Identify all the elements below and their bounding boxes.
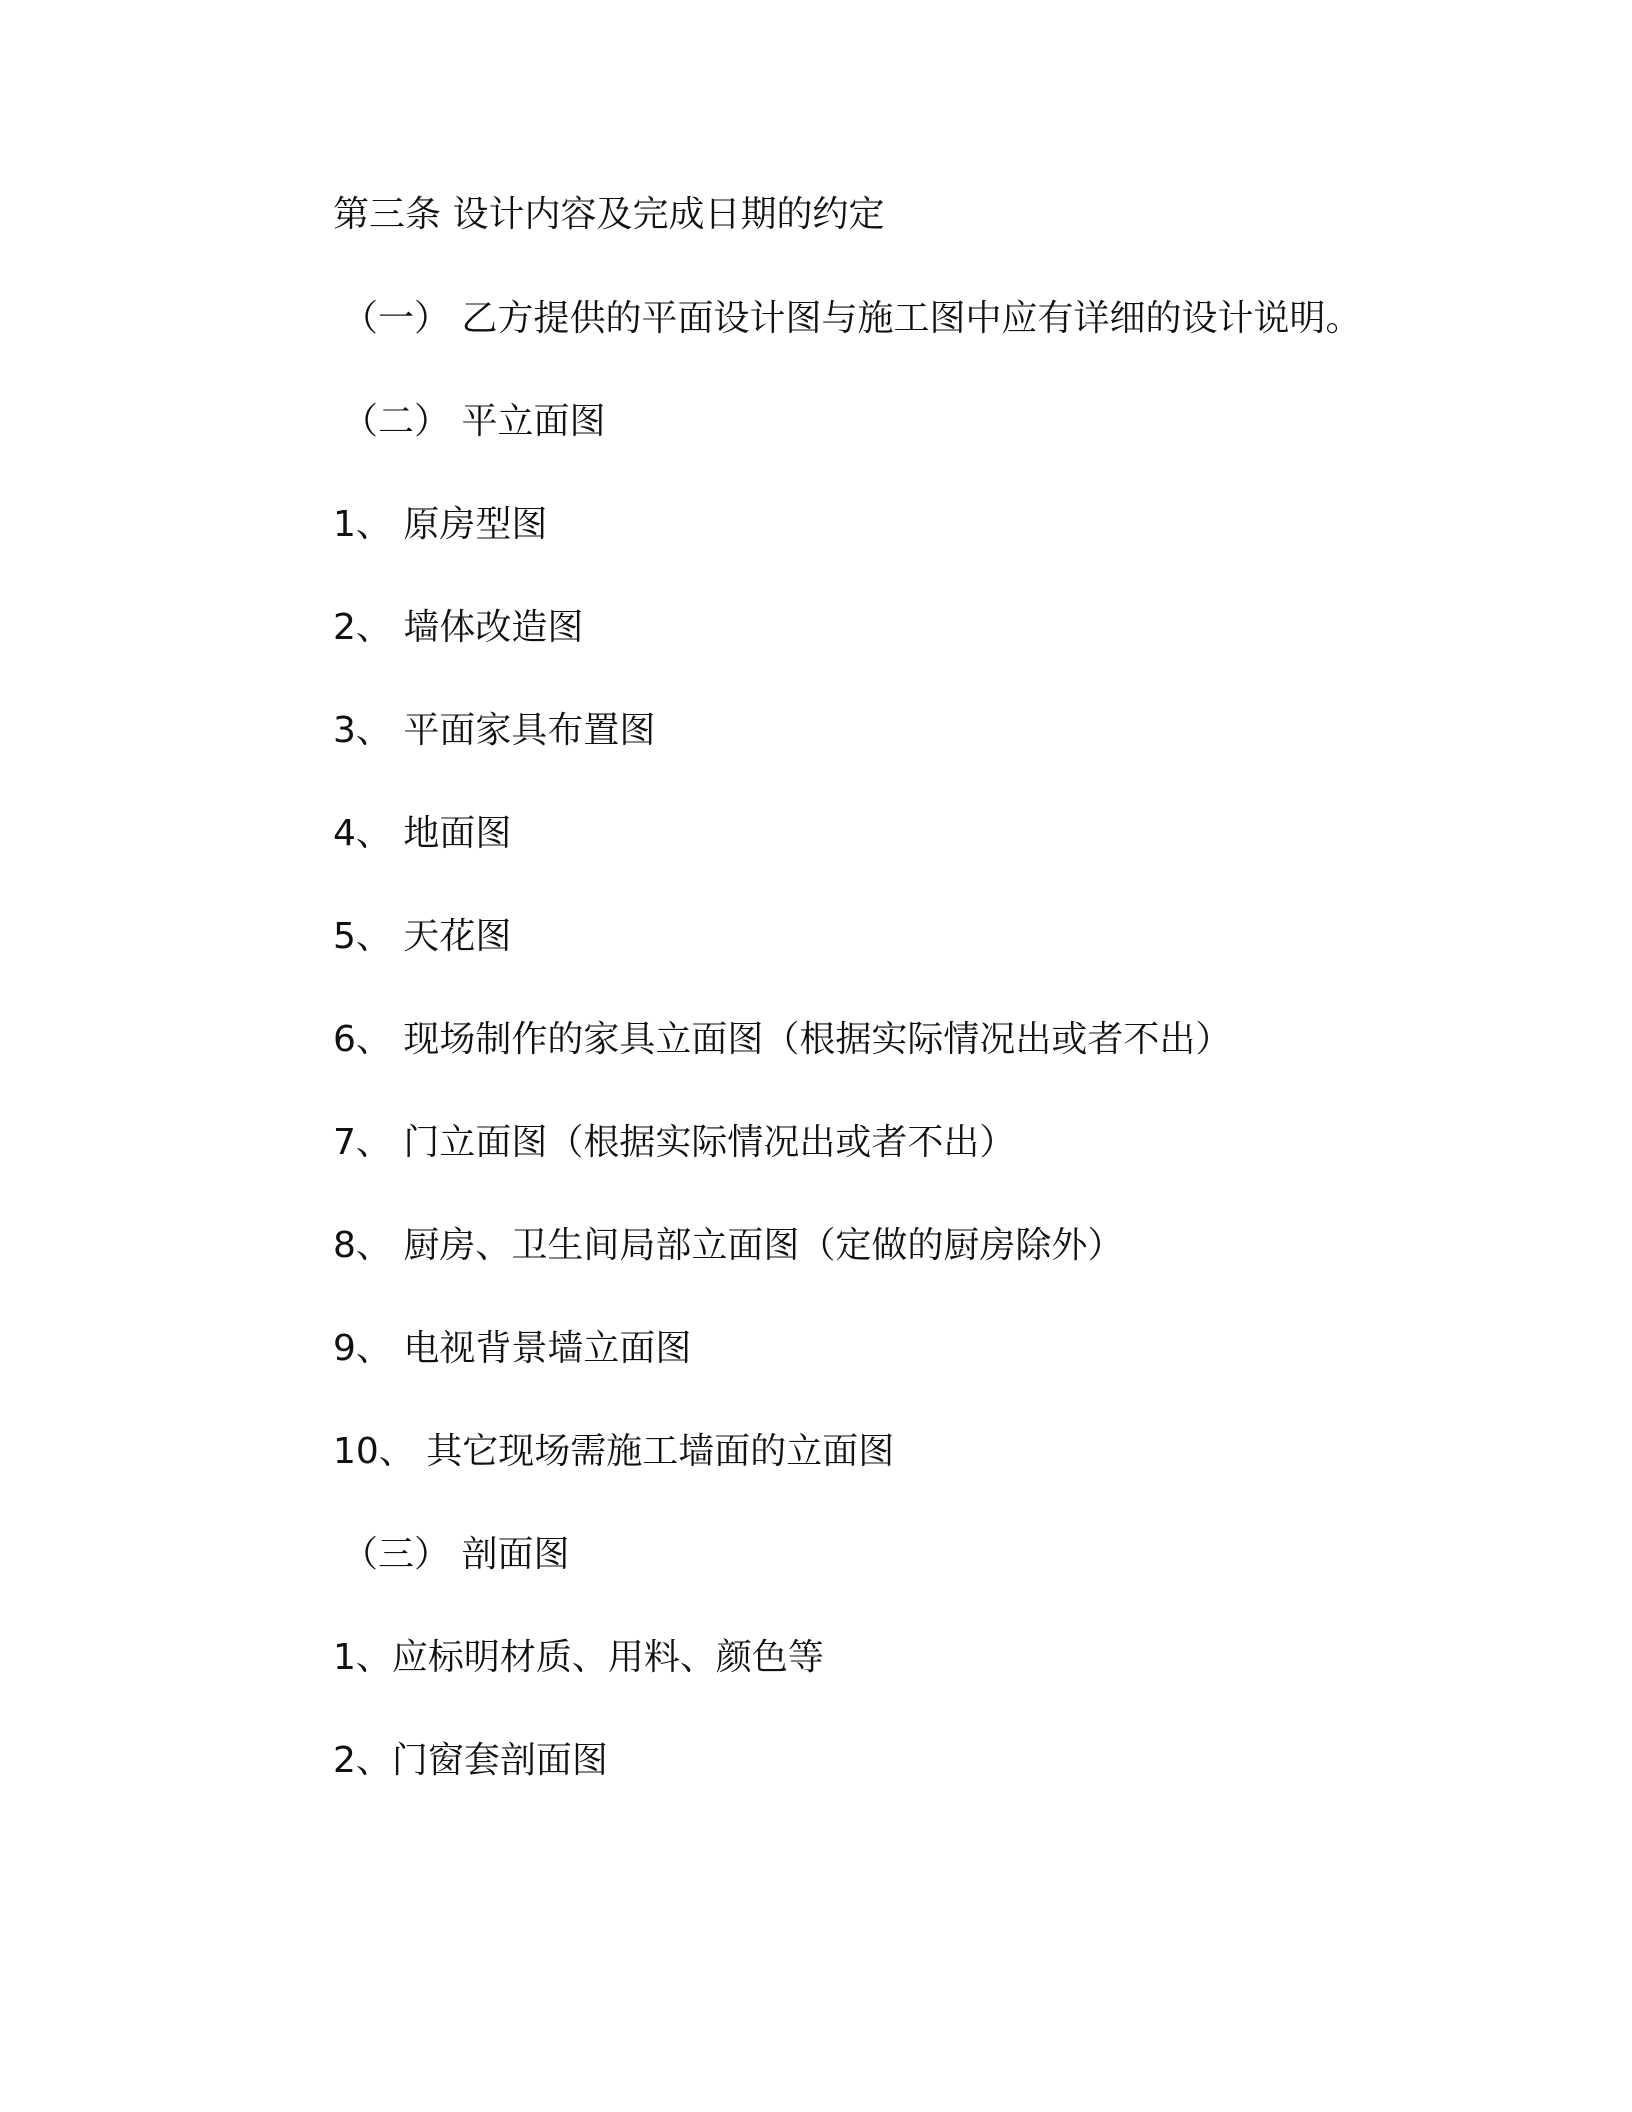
list-item: 5、 天花图 bbox=[333, 916, 512, 957]
list-item: 2、门窗套剖面图 bbox=[333, 1740, 608, 1781]
list-item: 6、 现场制作的家具立面图（根据实际情况出或者不出） bbox=[333, 1019, 1232, 1060]
clause-heading: 第三条 设计内容及完成日期的约定 bbox=[333, 194, 885, 235]
list-item: 8、 厨房、卫生间局部立面图（定做的厨房除外） bbox=[333, 1225, 1124, 1266]
list-item: 1、 原房型图 bbox=[333, 504, 548, 545]
list-item: 10、 其它现场需施工墙面的立面图 bbox=[333, 1431, 895, 1472]
list-item: 4、 地面图 bbox=[333, 813, 512, 854]
list-item: 7、 门立面图（根据实际情况出或者不出） bbox=[333, 1122, 1016, 1163]
list-item: 3、 平面家具布置图 bbox=[333, 710, 656, 751]
section-two-heading: （二） 平立面图 bbox=[342, 401, 606, 442]
list-item: 1、应标明材质、用料、颜色等 bbox=[333, 1637, 824, 1678]
list-item: 9、 电视背景墙立面图 bbox=[333, 1328, 692, 1369]
list-item: 2、 墙体改造图 bbox=[333, 607, 584, 648]
section-three-heading: （三） 剖面图 bbox=[342, 1534, 570, 1575]
section-one-text: （一） 乙方提供的平面设计图与施工图中应有详细的设计说明。 bbox=[342, 298, 1362, 339]
